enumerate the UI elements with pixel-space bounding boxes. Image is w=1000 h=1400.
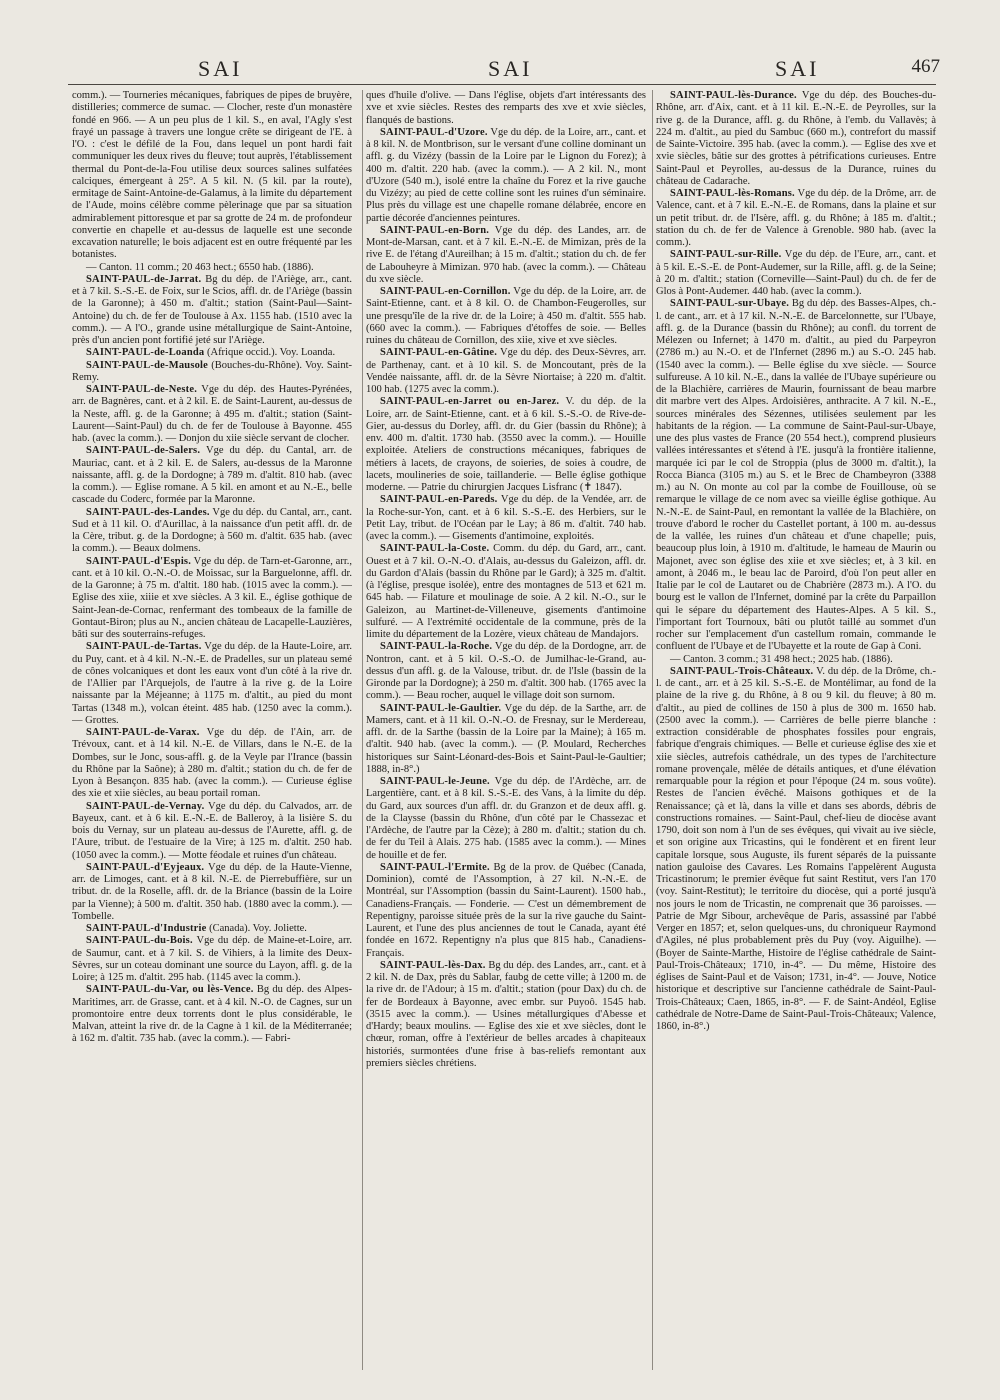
entry-text: Vge du dép. de la Vendée, arr. de la Roche-sur-Yon, cant. et à 6 kil. S.-S.-E. des Herbiers, sur le Petit Lay, tribut. de l'Océan par le Lay; à 86 m. d'altit. 740 hab. (avec la comm.). — Gisements d'antimoine, exploités. [366,494,646,542]
entry-text: Bg du dép. des Basses-Alpes, ch.-l. de cant., arr. et à 17 kil. N.-N.-E. de Barcelonnette, sur l'Ubaye, affl. g. de la Durance (bassin du Rhône); au confl. du torrent de Mélezen ou Infernet; à 1470 m. d'altit., au pied du Parpeyron (2786 m.) au N.-O. et de l'Infernet (2896 m.) au S.-O. 245 hab. (1540 avec la comm.). — Belle église du xve siècle. — Source sulfureuse. A 10 kil. N.-E., dans la vallée de l'Ubaye supérieure ou de la Blachière, carrières de Maurin, fournissant de beau marbre dit marbre vert des Alpes. Ardoisières, anthracite. A 7 kil. N.-E., sources minérales des Sézennes, utilisées seulement par les habitants de la région. — La commune de Saint-Paul-sur-Ubaye, une des plus vastes de France (20 554 hect.), comprend plusieurs vallées intéressantes et s'étend à l'E. jusqu'à la frontière italienne, marquée ici par le col de Stroppia (plus de 3000 m. d'altit.), la Rocca Bianca (3105 m.) au S. et le Brec de Chambeyron (3388 m.) au N. On monte au col par la combe de Fouillouse, où se remarque le village de ce nom avec sa vieille église gothique. Au N.-N.-E. de Saint-Paul, en remontant la vallée de la Blachière, on trouve d'abord le rocher du Castellet portant, à 100 m. au-dessus de la vallée, les ruines d'un château et d'une chapelle; puis, beaucoup plus loin, à 1910 m. d'altitude, le hameau de Maurin ou Majonet, avec son église des xiie et xve siècles; et, à 3 kil. en amont, à 2046 m., le beau lac de Paroird, d'où l'on peut aller en Italie par le col de Lautaret ou de Chabrière (2873 m.). A l'O. du bourg est le vallon de l'Infernet, dominé par la crête du Parpaillon qui le sépare du département des Hautes-Alpes. A 5 kil. S., l'important fort Tournoux, bâti ou plutôt taillé au sommet d'un rocher sur l'emplacement d'un castellum romain, commande le confluent de l'Ubaye et de l'Ubayette et la route de Gap à Coni. [656,298,936,653]
dictionary-entry [72,556,352,642]
entry-headword: SAINT-PAUL-sur-Rille. [670,249,782,261]
entry-text: Vge du dép. de l'Ardèche, arr. de Largentière, cant. et à 8 kil. S.-S.-E. des Vans, à la limite du dép. du Gard, aux sources d'un affl. dr. du Granzon et de deux affl. g. de la Claysse (bassin du Rhône, d'un côté par le Chassezac et l'Ardèche, de l'autre par la Cèze); à 280 m. d'altit.; station du ch. de fer du Teil à Alais. 275 hab. (1585 avec la comm.). — Mines de houille et de fer. [366,776,646,861]
canton-paragraph [72,262,352,274]
entry-headword: SAINT-PAUL-en-Pareds. [380,494,498,506]
entry-text: Vge du dép. de la Sarthe, arr. de Mamers, cant. et à 11 kil. O.-N.-O. de Fresnay, sur le Merdereau, affl. dr. de la Sarthe (bassin de la Loire par la Maine); à 165 m. d'altit. 940 hab. (avec la comm.). — (P. Moulard, Recherches historiques sur Saint-Léonard-des-Bois et Saint-Paul-le-Gaultier; 1888, in-8°.) [366,702,646,775]
entry-text: Vge du dép. de Maine-et-Loire, arr. de Saumur, cant. et à 7 kil. S. de Vihiers, à la limite des Deux-Sèvres, sur un coteau dominant une source du Layon, affl. g. de la Loire; à 125 m. d'altit. 295 hab. (1145 avec la comm.). [72,935,352,983]
dictionary-entry [656,666,936,1034]
entry-text: Vge du dép. du Cantal, arr., cant. Sud et à 11 kil. O. d'Aurillac, à la naissance d'un petit affl. dr. de la Cère, tribut. g. de la Dordogne; à 560 m. d'altit. 635 hab. (avec la comm.). — Beaux dolmens. [72,506,352,555]
entry-text: Vge du dép. de la Dordogne, arr. de Nontron, cant. et à 5 kil. O.-S.-O. de Jumilhac-le-Grand, au-dessus d'un affl. g. de la Valouse, tribut. dr. de l'Isle (bassin de la Gironde par la Dordogne); à 250 m. d'altit. 300 hab. (1765 avec la comm.). — Beau rocher, auquel le village doit son surnom. [366,641,646,702]
dictionary-entry [72,641,352,727]
dictionary-entry [366,347,646,396]
entry-headword: SAINT-PAUL-la-Roche. [380,641,493,653]
entry-headword: SAINT-PAUL-d'Uzore. [380,126,488,138]
continued-paragraph [72,90,352,262]
entry-headword: SAINT-PAUL-de-Vernay. [86,800,205,812]
continued-paragraph [366,90,646,127]
entry-text: — Canton. 3 comm.; 31 498 hect.; 2025 hab. (1886). [670,653,893,665]
dictionary-entry [656,188,936,249]
canton-paragraph [656,654,936,666]
dictionary-entry [72,984,352,1045]
entry-text: Bg de la prov. de Québec (Canada, Dominion), comté de l'Assomption, à 27 kil. N.-N.-E. de Montréal, sur l'Assomption (bassin du Saint-Laurent). 1500 hab., Canadiens-Français. — Fonderie. — C'est un démembrement de Repentigny, paroisse située près de la sur la rive gauche du Saint-Laurent, et l'une des plus anciennes de tout le Canada, ayant été fondée en 1672. Repentigny n'a plus que 815 hab., Canadiens-Français. [366,861,646,959]
entry-headword: SAINT-PAUL-d'Espis. [86,555,192,567]
entry-text: comm.). — Tourneries mécaniques, fabriques de pipes de bruyère, distilleries; commerce de sumac. — Clocher, reste d'un monastère fondé en 966. — A un peu plus de 1 kil. S., en aval, l'Agly s'est frayé un passage à travers une longue crête se dirigeant de l'E. à l'O. : c'est le défilé de la Fou, dans lequel un pont hardi fait communiquer les deux rives du fleuve; tout auprès, l'établissement thermal du Pont-de-la-Fou utilise deux sources salines sulfatées calciques, émergeant à 25°. A 5 kil. N. (5 kil. par la route), ermitage de Saint-Antoine-de-Galamus, à la limite du département de l'Aude, moins célèbre comme pèlerinage que par sa situation admirablement pittoresque et par sa grotte de 24 m. de profondeur convertie en chapelle et au-dessus de laquelle est une seconde excavation naturelle; le bois adjacent est en outre fréquenté par les botanistes. [72,90,352,261]
dictionary-entry [366,396,646,494]
entry-text: Bg du dép. des Landes, arr., cant. et à 2 kil. N. de Dax, près du Sablar, faubg de cette ville; à 1200 m. de la rive dr. de l'Adour; à 15 m. d'altit.; station (pour Dax) du ch. de fer de Bordeaux à Bayonne, avec embr. sur Puyoô. 1545 hab. (3515 avec la comm.). — Usines métallurgiques d'Abesse et d'Hardy; beaux moulins. — Eglise des xie et xve siècles, dont le chœur, roman, offre à l'extérieur de belles arcades à chapiteaux historiés, surmontées d'une frise à bas-reliefs remontant aux premiers siècles chrétiens. [366,959,646,1069]
entry-text: ques d'huile d'olive. — Dans l'église, objets d'art intéressants des xve et xvie siècles. Restes des remparts des xve et xvie siècles, flanqués de bastions. [366,90,646,126]
dictionary-entry [656,298,936,653]
entry-text: Vge du dép. de la Loire, arr. de Saint-Etienne, cant. et à 8 kil. O. de Chambon-Feugerolles, sur une presqu'île de la rive dr. de la Loire; à 450 m. d'altit. 555 hab. (660 avec la comm.). — Fabriques d'étoffes de soie. — Belles ruines du château de Cornillon, des xiie, xive et xve siècles. [366,286,646,346]
dictionary-entry [366,703,646,777]
entry-text: Vge du dép. de la Haute-Loire, arr. du Puy, cant. et à 4 kil. N.-N.-E. de Pradelles, sur un plateau semé de cônes volcaniques et dont les eaux vont d'un côté à la rive dr. de l'Allier par l'Arquejols, de l'autre à la rive g. de la Loire naissante par la Méjeanne; à 1175 m. d'altit., au pied du mont Tartas (1348 m.), volcan éteint. 485 hab. (1250 avec la comm.). — Grottes. [72,641,352,726]
entry-text: (Bouches-du-Rhône). Voy. Saint-Remy. [72,359,352,383]
entry-text: Vge du dép. de l'Ain, arr. de Trévoux, cant. et à 14 kil. N.-E. de Villars, dans le N.-E. de la Dombes, sur le Jonc, sous-affl. g. de la Veyle par l'Irance (bassin du Rhône par la Saône); à 280 m. d'altit.; station du ch. de fer de Lyon à Besançon. 835 hab. (avec la comm.). — Curieuse église des xie et xiie siècles, au beau portail roman. [72,727,352,800]
entry-headword: SAINT-PAUL-du-Var, ou lès-Vence. [86,984,254,996]
dictionary-entry [72,445,352,506]
dictionary-entry [72,862,352,923]
entry-text: Bg du dép. de l'Ariège, arr., cant. et à 7 kil. S.-S.-E. de Foix, sur le Scios, affl. dr. de l'Ariège (bassin de la Garonne); à 450 m. d'altit.; station (Saint-Paul—Saint-Antoine) du ch. de fer de Toulouse à Ax. 1155 hab. (1510 avec la comm.). — A l'O., grande usine métallurgique de Saint-Antoine, près d'un ancien pont fortifié jeté sur l'Ariège. [72,273,352,346]
entry-text: (Afrique occid.). Voy. Loanda. [206,347,336,359]
entry-text: Vge du dép. du Cantal, arr. de Mauriac, cant. et à 2 kil. E. de Salers, au-dessus de la Maronne naissante, affl. g. de la Dordogne; à 789 m. d'altit. 810 hab. (avec la comm.). — Eglise romane. A 5 kil. en amont et au N.-E., belle cascade du Coderc, formée par la Maronne. [72,445,352,506]
running-head-right: SAI [775,56,820,81]
dictionary-entry [72,507,352,556]
column-separator [652,90,653,1370]
entry-text: Vge du dép. des Bouches-du-Rhône, arr. d'Aix, cant. et à 11 kil. E.-N.-E. de Peyrolles, sur la rive g. de la Durance, affl. g. du Rhône, à l'emb. du Vallavès; à 224 m. d'altit., au pied du Sambuc (660 m.), contrefort du massif de Sainte-Victoire. 395 hab. (avec la comm.). — Eglise des xve et xvie siècles, bâtie sur des grottes à pétrifications curieuses. Entre Saint-Paul et Peyrolles, au-dessus de la Durance, ruines du château de Cadarache. [656,90,936,187]
entry-headword: SAINT-PAUL-Trois-Châteaux. [670,665,814,677]
dictionary-entry [366,543,646,641]
entry-headword: SAINT-PAUL-de-Salers. [86,445,201,457]
entry-headword: SAINT-PAUL-sur-Ubaye. [670,298,790,310]
entry-headword: SAINT-PAUL-la-Coste. [380,543,490,555]
entry-headword: SAINT-PAUL-d'Industrie [86,923,207,934]
entry-headword: SAINT-PAUL-en-Born. [380,224,490,236]
page-number: 467 [911,56,940,77]
entry-text: V. du dép. de la Drôme, ch.-l. de cant., arr. et à 25 kil. S.-S.-E. de Montélimar, au fond de la plaine de la rive g. du Rhône, à 8 ou 9 kil. du fleuve; à 80 m. d'altit., au pied de collines de 150 à plus de 300 m. 1650 hab. (2500 avec la comm.). — Carrières de belle pierre blanche : extraction considérable de phosphates fossiles pour engrais, fabrique d'engrais chimiques. — Belle et curieuse église des xie et xiie siècles, autrefois cathédrale, un des types de l'architecture romane provençale, mêlée de détails antiques, et d'une élévation remarquable pour la région et pour l'époque (24 m. sous voûte). Restes de l'ancien évêché. Maisons gothiques et de la Renaissance; çà et là, dans la ville et dans ses abords, débris de constructions romaines. — Saint-Paul, chef-lieu de diocèse avant 1790, doit son nom à l'un de ses évêques, qui vivait au ive siècle, et son origine aux Tricastins, qui le fondèrent et en firent leur capitale lorsque, sous Auguste, ils furent séparés de la puissante nation gauloise des Cavares. Les Romains l'appelèrent Augusta Tricastinorum; le premier évêque fut saint Restitut, vers l'an 170 (voy. Saint-Restitut); le territoire du diocèse, qui a porté jusqu'à nos jours le nom de Tricastin, ne comprenait que 36 paroisses. — Patrie de Mgr Sibour, archevêque de Paris, assassiné par l'abbé Verger en 1857; et, selon quelques-uns, du chroniqueur Raymond d'Agiles, né plus probablement près du Puy (voy. Aiguilhe). — (Boyer de Sainte-Marthe, Histoire de l'église cathédrale de Saint-Paul-Trois-Châteaux; 1710, in-4°. — Du même, Histoire des églises de Saint-Paul et de Vaison; 1731, in-4°. — Jouve, Notice historique et descriptive sur l'ancienne cathédrale de Saint-Paul-Trois-Châteaux; Caen, 1865, in-8°. — F. de Saint-Andéol, Eglise cathédrale de Notre-Dame de Saint-Paul-Trois-Châteaux; Valence, 1860, in-8°.) [656,665,936,1032]
dictionary-entry [366,641,646,702]
dictionary-entry [72,923,352,935]
entry-text: — Canton. 11 comm.; 20 463 hect.; 6550 hab. (1886). [86,261,314,273]
entry-headword: SAINT-PAUL-de-Mausole [86,359,209,371]
entry-text: Vge du dép. des Landes, arr. de Mont-de-Marsan, cant. et à 7 kil. E.-N.-E. de Mimizan, près de la rive E. de l'étang d'Aureilhan; à 15 m. d'altit.; station du ch. de fer de Labouheyre à Mimizan. 970 hab. (avec la comm.). — Château du xve siècle. [366,224,646,285]
entry-text: Vge du dép. de la Haute-Vienne, arr. de Limoges, cant. et à 8 kil. N.-E. de Pierrebuffière, sur un tribut. dr. de la Roselle, affl. dr. de la Briance (bassin de la Loire par la Vienne); à 500 m. d'altit. 350 hab. (1880 avec la comm.). — Tombelle. [72,861,352,922]
entry-headword: SAINT-PAUL-de-Neste. [86,384,198,395]
entry-headword: SAINT-PAUL-l'Ermite. [380,861,490,873]
entry-text: Vge du dép. de l'Eure, arr., cant. et à 5 kil. E.-S.-E. de Pont-Audemer, sur la Rille, affl. g. de la Seine; à 20 m. d'altit.; station (Corneville—Saint-Paul) du ch. de fer de Glos à Pont-Audemer. 440 hab. (avec la comm.). [656,249,936,297]
entry-headword: SAINT-PAUL-de-Varax. [86,727,200,738]
text-column-1 [72,90,352,1370]
entry-headword: SAINT-PAUL-de-Loanda [86,347,205,359]
dictionary-entry [656,90,936,188]
entry-headword: SAINT-PAUL-en-Gâtine. [380,347,498,359]
entry-headword: SAINT-PAUL-des-Landes. [86,506,210,518]
dictionary-entry [366,225,646,286]
dictionary-entry [366,776,646,862]
entry-headword: SAINT-PAUL-en-Jarret ou en-Jarez. [380,396,560,408]
column-separator [362,90,363,1370]
entry-text: Vge du dép. des Deux-Sèvres, arr. de Parthenay, cant. et à 10 kil. S. de Moncoutant, près de la Vendée naissante, affl. dr. de la Sèvre Niortaise; à 220 m. d'altit. 100 hab. (1275 avec la comm.). [366,347,646,395]
dictionary-entry [366,127,646,225]
entry-headword: SAINT-PAUL-de-Tartas. [86,641,202,653]
dictionary-entry [72,801,352,862]
entry-text: Vge du dép. de Tarn-et-Garonne, arr., cant. et à 10 kil. O.-N.-O. de Moissac, sur la Barguelonne, affl. dr. de la Garonne; à 75 m. d'altit. 180 hab. (1015 avec la comm.). — Eglise des xiie, xiiie et xve siècles. A 3 kil. E., église gothique de Saint-Jean-de-Cornac, renfermant des tombeaux de la famille de Gontaut-Biron; plus au N., ancien château de Lacapelle-Lauzières, bâti sur des souterrains-refuges. [72,555,352,640]
dictionary-entry [656,249,936,298]
entry-headword: SAINT-PAUL-lès-Durance. [670,90,797,101]
entry-text: V. du dép. de la Loire, arr. de Saint-Etienne, cant. et à 6 kil. S.-S.-O. de Rive-de-Gier, au-dessus du Dorley, affl. dr. du Gier (bassin du Rhône); à env. 400 m. d'altit. 1730 hab. (3550 avec la comm.). — Houille exploitée. Ateliers de constructions mécaniques, fabriques de métiers à lacets, de crayons, de soieries, de soies à coudre, de lacets, moulineries de soie, taillanderie. — Belle église gothique moderne. — Patrie du chirurgien Jacques Lisfranc (✝ 1847). [366,396,646,493]
dictionary-entry [366,494,646,543]
dictionary-entry [72,347,352,359]
entry-headword: SAINT-PAUL-le-Gaultier. [380,702,502,714]
entry-text: Comm. du dép. du Gard, arr., cant. Ouest et à 7 kil. O.-N.-O. d'Alais, au-dessus du Galeizon, affl. dr. du Gardon d'Alais (bassin du Rhône par le Gard); à 325 m. d'altit. (à l'église, presque isolée), entre des montagnes de 513 et 621 m. 645 hab. — Filature et moulinage de soie. A 2 kil. N.-O., sur le Galeizon, au Martinet-de-Villeneuve, gisements d'antimoine sulfuré. — A l'extrémité occidentale de la commune, près de la limite du département de la Lozère, vieux château de Mandajors. [366,543,646,640]
entry-headword: SAINT-PAUL-lès-Romans. [670,188,795,199]
text-column-2 [366,90,646,1370]
entry-text: Bg du dép. des Alpes-Maritimes, arr. de Grasse, cant. et à 4 kil. N.-O. de Cagnes, sur un promontoire entre deux torrents dont le plus considérable, le Malvan, atteint la rive dr. de la Cagne à 1 kil. de la Méditerranée; à 162 m. d'altit. 735 hab. (avec la comm.). — Fabri- [72,984,352,1045]
dictionary-entry [72,274,352,348]
entry-headword: SAINT-PAUL-d'Eyjeaux. [86,861,205,873]
dictionary-entry [72,935,352,984]
entry-text: Vge du dép. de la Loire, arr., cant. et à 8 kil. N. de Montbrison, sur le versant d'une colline dominant un affl. g. du Vizézy (bassin de la Loire par le Lignon du Forez); à 400 m. d'altit. 220 hab. (avec la comm.). — A 2 kil. N., mont d'Uzore (540 m.), isolé entre la chaîne du Forez et la rive gauche du Vizézy; au pied de cette colline sont les ruines d'un séminaire. Plus près du village est une chapelle romane délabrée, encore en partie décorée d'anciennes peintures. [366,126,646,224]
entry-text: Vge du dép. du Calvados, arr. de Bayeux, cant. et à 6 kil. E.-N.-E. de Balleroy, à la lisière S. du bois du Vernay, sur un plateau au-dessus de l'Aurette, affl. g. de l'Aure, tribut. de l'estuaire de la Vire; à 125 m. d'altit. 250 hab. (1050 avec la comm.). — Motte féodale et ruines d'un château. [72,800,352,861]
entry-text: (Canada). Voy. Joliette. [209,923,307,934]
dictionary-entry [366,960,646,1070]
entry-headword: SAINT-PAUL-le-Jeune. [380,776,490,787]
entry-headword: SAINT-PAUL-du-Bois. [86,935,193,947]
header-rule [68,84,936,85]
dictionary-entry [72,384,352,445]
entry-text: Vge du dép. de la Drôme, arr. de Valence, cant. et à 7 kil. E.-N.-E. de Romans, dans la plaine et sur un petit tribut. dr. de l'Isère, affl. g. du Rhône; à 185 m. d'altit.; station du ch. de fer de Valence à Grenoble. 980 hab. (avec la comm.). [656,188,936,248]
text-column-3 [656,90,936,1370]
entry-text: Vge du dép. des Hautes-Pyrénées, arr. de Bagnères, cant. et à 2 kil. E. de Saint-Laurent, au-dessus de la Neste, affl. g. de la Garonne; à 495 m. d'altit.; station (Saint-Laurent—Saint-Paul) du ch. de fer de Toulouse à Bayonne. 455 hab. (avec la comm.). — Donjon du xiie siècle servant de clocher. [72,384,352,444]
dictionary-entry [72,727,352,801]
running-head-center: SAI [488,56,533,81]
dictionary-entry [366,862,646,960]
dictionary-entry [366,286,646,347]
entry-headword: SAINT-PAUL-en-Cornillon. [380,286,511,297]
dictionary-entry [72,360,352,385]
running-head-left: SAI [198,56,243,81]
entry-headword: SAINT-PAUL-de-Jarrat. [86,273,202,285]
entry-headword: SAINT-PAUL-lès-Dax. [380,959,486,971]
